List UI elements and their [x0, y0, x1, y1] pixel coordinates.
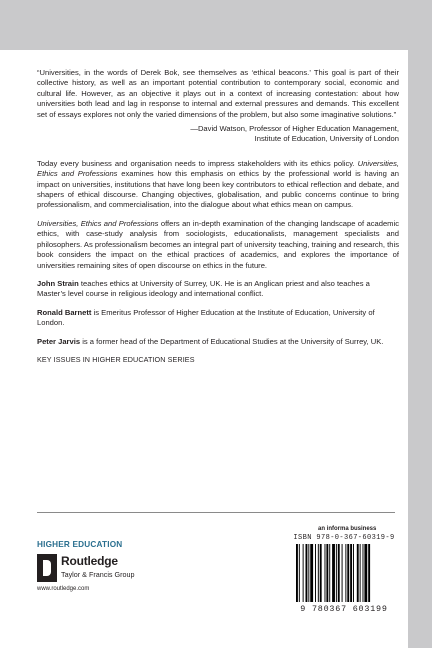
barcode-number: 9 780367 603199	[300, 604, 388, 614]
subject-category: HIGHER EDUCATION	[37, 540, 123, 549]
informa-tagline: an informa business	[318, 526, 377, 532]
publisher-group: Taylor & Francis Group	[61, 570, 135, 579]
endorsement-attribution	[37, 124, 399, 145]
divider	[37, 512, 395, 513]
publisher-name: Routledge	[61, 554, 118, 568]
author-bio	[37, 308, 399, 329]
author-bio	[37, 279, 399, 300]
publisher-logo	[37, 552, 177, 600]
publisher-website[interactable]: www.routledge.com	[37, 586, 90, 592]
routledge-logo-icon	[37, 554, 57, 582]
description-paragraph-2	[37, 219, 399, 271]
p1-after: examines how this emphasis on ethics by the professional world is having an impact on universities, institutions that have long been key contributors to ethical reflection and debate, and shapers of ethical discourse. Changing objectives, globalisation, and public concerns continue to bring professionalism, and commercialisation, into the dialogue about what ethics mean on campus.	[37, 169, 399, 210]
isbn-label: ISBN 978-0-367-60319-9	[293, 534, 395, 542]
series-name: KEY ISSUES IN HIGHER EDUCATION SERIES	[37, 354, 195, 364]
p2-after: offers an in-depth examination of the changing landscape of academic ethics, with case-study analysis from sociologists, educationalists, management specialists and philosophers. As professionalism becomes an integral part of university teaching, training and research, this book considers the impact on the ethical practices of academics, and explores the importance of universities remaining sites of open discourse on ethics in the future.	[37, 218, 399, 270]
author-name: John Strain	[37, 278, 79, 288]
attribution-line-1: —David Watson, Professor of Higher Education Management,	[190, 124, 399, 134]
attribution-line-2: Institute of Education, University of London	[254, 134, 399, 144]
p2-book-title: Universities, Ethics and Professions	[37, 218, 159, 228]
author-bio-text: is Emeritus Professor of Higher Education at the Institute of Education, University of London.	[37, 307, 375, 328]
author-bio	[37, 337, 399, 347]
back-cover-text	[37, 68, 399, 365]
isbn-barcode	[290, 534, 398, 618]
barcode-bars	[294, 544, 394, 604]
endorsement-quote: “Universities, in the words of Derek Bok, see themselves as ‘ethical beacons.’ This goal is part of their collective history, as well as an important potential contribution to contemporary social, economic and cultural life. However, as an objective it plays out in a context of increasing contestation: about how universities both lead and lag in response to internal and external pressures and demands. This excellent set of essays explores not only the varied dimensions of the problem, but also some imaginative solutions.”	[37, 68, 399, 119]
right-gray-band	[408, 50, 432, 648]
p1-before: Today every business and organisation needs to impress stakeholders with its ethics policy.	[37, 158, 358, 168]
author-name: Peter Jarvis	[37, 336, 81, 346]
author-bio-text: teaches ethics at University of Surrey, UK. He is an Anglican priest and also teaches a Master’s level course in religious ideology and international conflict.	[37, 278, 370, 299]
author-name: Ronald Barnett	[37, 307, 92, 317]
description-paragraph-1	[37, 159, 399, 211]
top-gray-band	[0, 0, 432, 50]
p1-book-title: Universities, Ethics and Professions	[37, 158, 399, 179]
author-bio-text: is a former head of the Department of Educational Studies at the University of Surrey, UK.	[80, 336, 384, 346]
